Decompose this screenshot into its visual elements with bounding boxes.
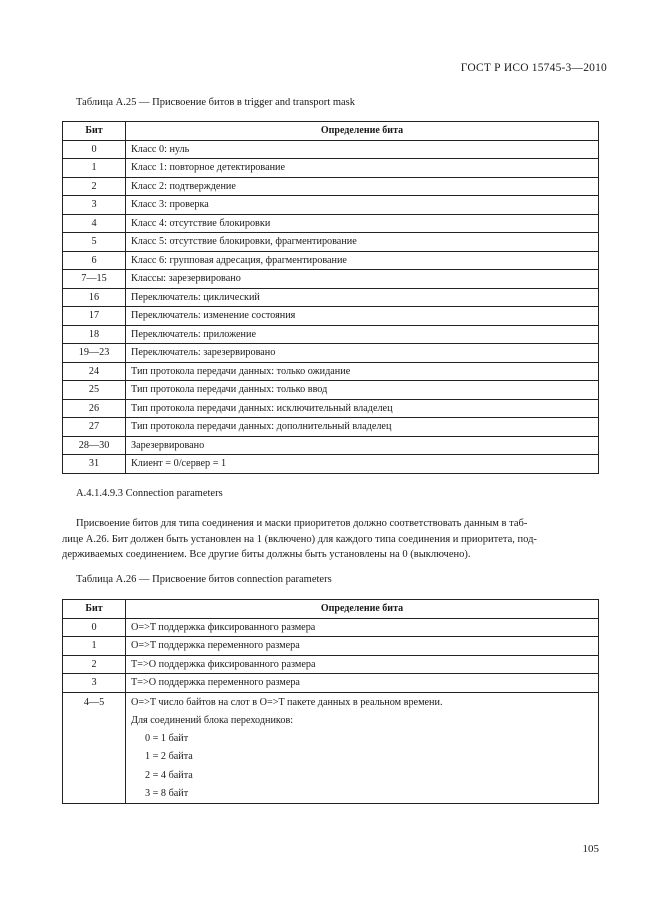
definition-line: O=>T число байтов на слот в O=>T пакете данных в реальном времени. bbox=[131, 696, 443, 708]
definition-line: Для соединений блока переходников: bbox=[131, 714, 294, 726]
col-header-definition: Определение бита bbox=[126, 600, 599, 619]
table-row bbox=[63, 655, 599, 674]
bit-cell: 19—23 bbox=[63, 344, 126, 363]
definition-cell: Переключатель: изменение состояния bbox=[126, 307, 599, 326]
definition-cell: Класс 2: подтверждение bbox=[126, 177, 599, 196]
paragraph-line: Присвоение битов для типа соединения и маски приоритетов должно соответствовать данным в таб- bbox=[76, 518, 528, 529]
paragraph-line: держиваемых соединением. Все другие биты должны быть установлены на 0 (выключено). bbox=[62, 549, 471, 560]
definition-cell: Класс 1: повторное детектирование bbox=[126, 159, 599, 178]
size-option: 0 = 1 байт bbox=[145, 733, 189, 745]
table-row bbox=[63, 196, 599, 215]
page-number: 105 bbox=[582, 843, 599, 855]
table-row bbox=[63, 140, 599, 159]
table-row bbox=[63, 214, 599, 233]
col-header-definition: Определение бита bbox=[126, 122, 599, 141]
bit-cell: 3 bbox=[63, 674, 126, 693]
definition-cell: Зарезервировано bbox=[126, 436, 599, 455]
table-row bbox=[63, 418, 599, 437]
bit-cell: 1 bbox=[63, 159, 126, 178]
definition-cell bbox=[126, 692, 599, 804]
col-header-bit: Бит bbox=[63, 600, 126, 619]
definition-cell: T=>O поддержка фиксированного размера bbox=[126, 655, 599, 674]
bit-cell: 28—30 bbox=[63, 436, 126, 455]
table-row bbox=[63, 381, 599, 400]
bit-cell: 26 bbox=[63, 399, 126, 418]
table-row bbox=[63, 270, 599, 289]
table-row bbox=[63, 399, 599, 418]
size-option: 2 = 4 байта bbox=[145, 769, 193, 781]
table-row bbox=[63, 288, 599, 307]
table-a25 bbox=[62, 121, 599, 474]
bit-cell: 5 bbox=[63, 233, 126, 252]
definition-cell: Класс 3: проверка bbox=[126, 196, 599, 215]
definition-cell: Тип протокола передачи данных: только ожидание bbox=[126, 362, 599, 381]
table-row bbox=[63, 637, 599, 656]
bit-cell: 27 bbox=[63, 418, 126, 437]
table-row bbox=[63, 307, 599, 326]
bit-cell: 25 bbox=[63, 381, 126, 400]
table-row bbox=[63, 251, 599, 270]
table-header-row bbox=[63, 122, 599, 141]
bit-cell: 3 bbox=[63, 196, 126, 215]
paragraph-line: лице А.26. Бит должен быть установлен на 1 (включено) для каждого типа соединения и приоритета, под- bbox=[62, 533, 537, 545]
size-option: 1 = 2 байта bbox=[145, 751, 193, 763]
table-a26 bbox=[62, 599, 599, 804]
table-row bbox=[63, 159, 599, 178]
bit-cell: 0 bbox=[63, 140, 126, 159]
bit-cell: 18 bbox=[63, 325, 126, 344]
definition-cell: Класс 5: отсутствие блокировки, фрагментирование bbox=[126, 233, 599, 252]
bit-cell: 6 bbox=[63, 251, 126, 270]
definition-cell: Класс 6: групповая адресация, фрагментирование bbox=[126, 251, 599, 270]
bit-cell: 17 bbox=[63, 307, 126, 326]
table-row bbox=[63, 233, 599, 252]
bit-cell: 7—15 bbox=[63, 270, 126, 289]
definition-cell: O=>T поддержка фиксированного размера bbox=[126, 618, 599, 637]
definition-cell: Переключатель: циклический bbox=[126, 288, 599, 307]
body-paragraph bbox=[62, 516, 598, 563]
table-row bbox=[63, 177, 599, 196]
table-a25-caption: Таблица А.25 — Присвоение битов в trigger and transport mask bbox=[76, 97, 356, 108]
bit-cell: 1 bbox=[63, 637, 126, 656]
table-row bbox=[63, 344, 599, 363]
definition-cell: Класс 4: отсутствие блокировки bbox=[126, 214, 599, 233]
table-row bbox=[63, 325, 599, 344]
section-heading: А.4.1.4.9.3 Connection parameters bbox=[76, 488, 223, 499]
table-row bbox=[63, 436, 599, 455]
definition-cell: Тип протокола передачи данных: исключительный владелец bbox=[126, 399, 599, 418]
table-row bbox=[63, 674, 599, 693]
definition-cell: O=>T поддержка переменного размера bbox=[126, 637, 599, 656]
bit-cell: 2 bbox=[63, 655, 126, 674]
definition-cell: Переключатель: зарезервировано bbox=[126, 344, 599, 363]
bit-cell: 0 bbox=[63, 618, 126, 637]
bit-cell: 16 bbox=[63, 288, 126, 307]
definition-cell: Тип протокола передачи данных: только ввод bbox=[126, 381, 599, 400]
table-header-row bbox=[63, 600, 599, 619]
table-row bbox=[63, 455, 599, 474]
col-header-bit: Бит bbox=[63, 122, 126, 141]
definition-cell: Тип протокола передачи данных: дополнительный владелец bbox=[126, 418, 599, 437]
table-row bbox=[63, 692, 599, 804]
table-row bbox=[63, 362, 599, 381]
bit-cell: 24 bbox=[63, 362, 126, 381]
definition-cell: T=>O поддержка переменного размера bbox=[126, 674, 599, 693]
table-a26-caption: Таблица А.26 — Присвоение битов connection parameters bbox=[76, 574, 332, 585]
table-row bbox=[63, 618, 599, 637]
bit-cell: 31 bbox=[63, 455, 126, 474]
size-option: 3 = 8 байт bbox=[145, 787, 189, 799]
bit-cell: 4 bbox=[63, 214, 126, 233]
bit-cell: 4—5 bbox=[63, 692, 126, 804]
document-header: ГОСТ Р ИСО 15745-3—2010 bbox=[460, 62, 607, 74]
definition-cell: Классы: зарезервировано bbox=[126, 270, 599, 289]
bit-cell: 2 bbox=[63, 177, 126, 196]
definition-cell: Класс 0: нуль bbox=[126, 140, 599, 159]
definition-cell: Клиент = 0/сервер = 1 bbox=[126, 455, 599, 474]
definition-cell: Переключатель: приложение bbox=[126, 325, 599, 344]
